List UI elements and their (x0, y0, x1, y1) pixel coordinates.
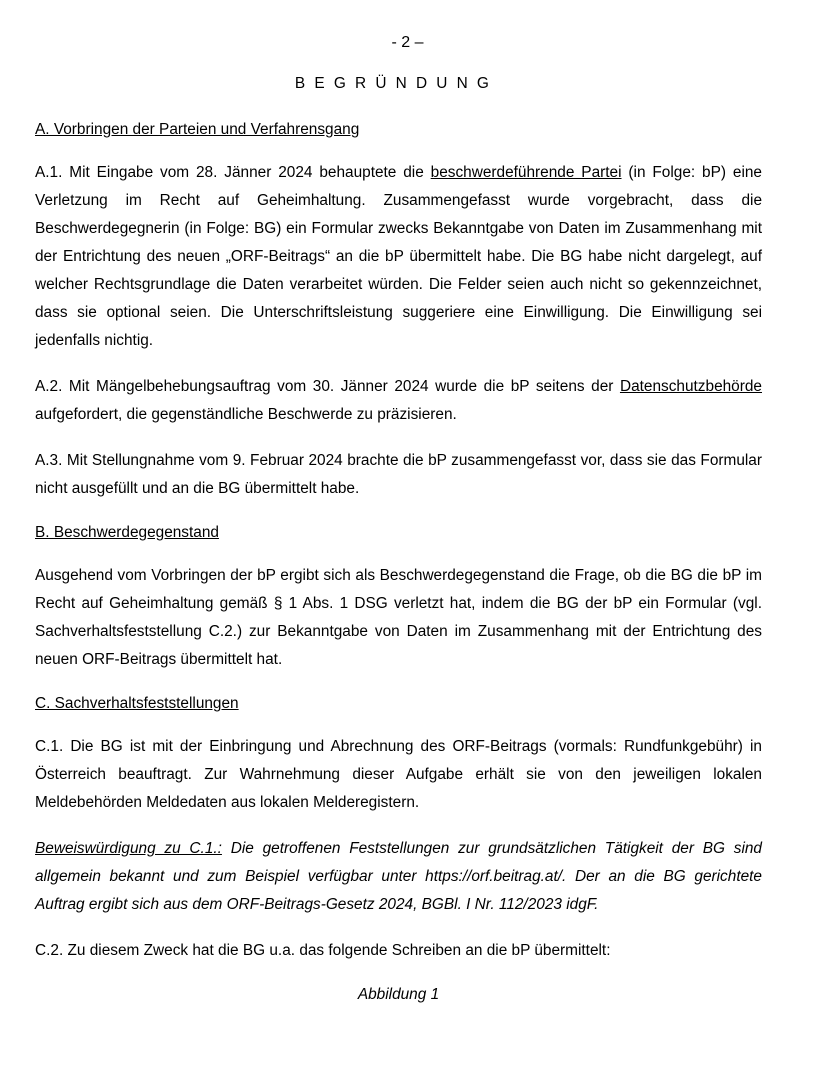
paragraph-a2 (35, 373, 762, 429)
page-heading: BEGRÜNDUNG (294, 75, 499, 92)
paragraph-c1: C.1. Die BG ist mit der Einbringung und Abrechnung des ORF-Beitrags (vormals: Rundfunkgebühr) in Österreich beauftragt. Zur Wahrnehmung dieser Aufgabe erhält sie von den jeweiligen lokalen Meldebehörden Meldedaten aus lokalen Melderegistern. (35, 738, 762, 811)
section-a-title: A. Vorbringen der Parteien und Verfahrensgang (35, 121, 360, 138)
figure-caption: Abbildung 1 (357, 986, 440, 1003)
paragraph-a2-text-start: A.2. Mit Mängelbehebungsauftrag vom 30. Jänner 2024 wurde die bP seitens der (35, 378, 620, 395)
paragraph-a1-text-start: A.1. Mit Eingabe vom 28. Jänner 2024 behauptete die (35, 164, 431, 181)
page-number: - 2 – (391, 34, 424, 51)
term-beschwerdefuehrende-partei: beschwerdeführende Partei (430, 164, 622, 181)
term-datenschutzbehoerde: Datenschutzbehörde (619, 378, 762, 395)
section-b-title: B. Beschwerdegegenstand (35, 524, 219, 541)
paragraph-a3: A.3. Mit Stellungnahme vom 9. Februar 2024 brachte die bP zusammengefasst vor, dass sie das Formular nicht ausgefüllt und an die BG übermittelt habe. (35, 452, 762, 497)
paragraph-a1-text-end: (in Folge: bP) eine Verletzung im Recht auf Geheimhaltung. Zusammengefasst wurde vorgebracht, dass die Beschwerdegegnerin (in Folge: BG) ein Formular zwecks Bekanntgabe von Daten im Zusammenhang mit der Entrichtung des neuen „ORF-Beitrags“ an die bP übermittelt habe. Die BG habe nicht dargelegt, auf welcher Rechtsgrundlage die Daten verarbeitet würden. Die Felder seien auch nicht so gekennzeichnet, dass sie optional seien. Die Unterschriftsleistung suggeriere eine Einwilligung. Die Einwilligung sei jedenfalls nichtig. (35, 164, 762, 349)
paragraph-a2-text-end: aufgefordert, die gegenständliche Beschwerde zu präzisieren. (35, 406, 457, 423)
document-body (35, 118, 762, 1007)
section-c-title: C. Sachverhaltsfeststellungen (35, 695, 239, 712)
evidence-label: Beweiswürdigung zu C.1.: (35, 840, 222, 857)
evidence-text: Die getroffenen Feststellungen zur grundsätzlichen Tätigkeit der BG sind allgemein bekannt und zum Beispiel verfügbar unter https://orf.beitrag.at/. Der an die BG gerichtete Auftrag ergibt sich aus dem ORF-Beitrags-Gesetz 2024, BGBl. I Nr. 112/2023 idgF. (35, 840, 762, 913)
paragraph-a1 (35, 159, 762, 355)
evidence-paragraph-c1 (35, 835, 762, 919)
paragraph-c2: C.2. Zu diesem Zweck hat die BG u.a. das folgende Schreiben an die bP übermittelt: (35, 942, 611, 959)
paragraph-b1: Ausgehend vom Vorbringen der bP ergibt sich als Beschwerdegegenstand die Frage, ob die BG die bP im Recht auf Geheimhaltung gemäß § 1 Abs. 1 DSG verletzt hat, indem die BG der bP ein Formular (vgl. Sachverhaltsfeststellung C.2.) zur Bekanntgabe von Daten im Zusammenhang mit der Entrichtung des neuen ORF-Beitrags übermittelt hat. (35, 567, 762, 668)
